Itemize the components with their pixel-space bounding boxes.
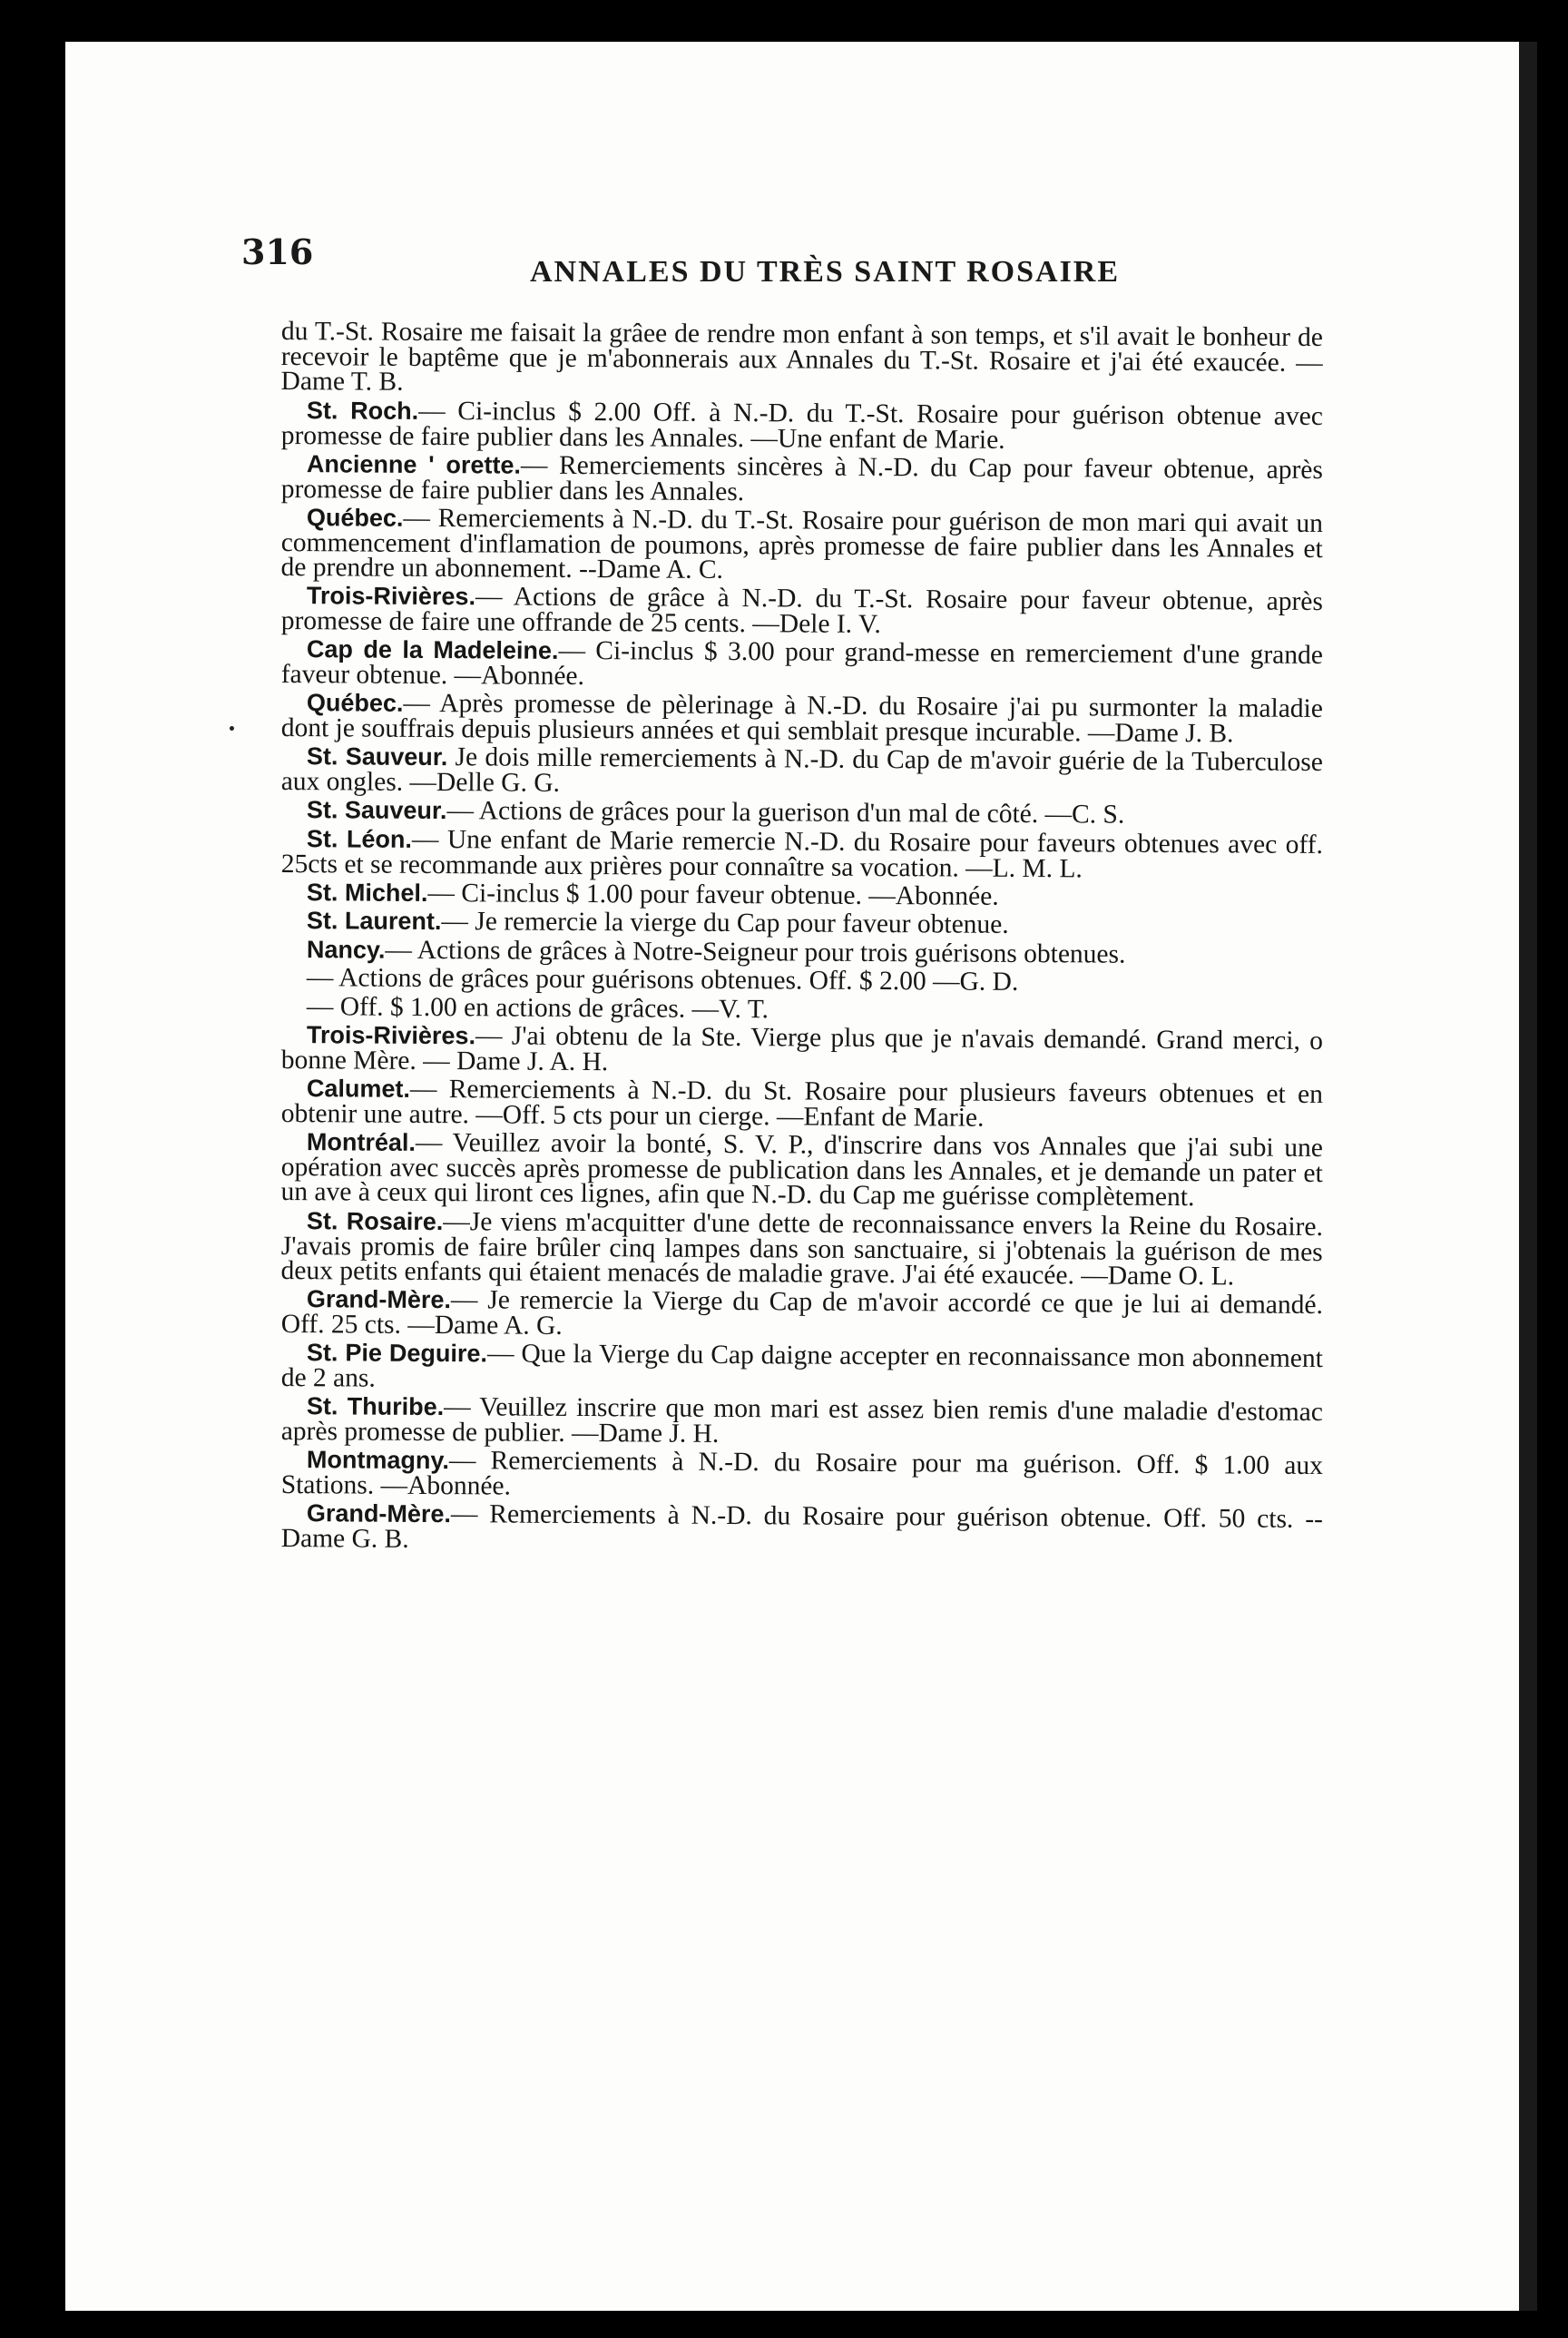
- entry-text: — Remerciements sincères à N.-D. du Cap pour faveur obtenue, après promesse de faire publier dans les Annales.: [280, 450, 1323, 506]
- entry-text: — Remerciements à N.-D. du St. Rosaire pour plusieurs faveurs obtenues et en obtenir une autre. —Off. 5 cts pour un cierge. —Enfant de Marie.: [280, 1074, 1323, 1133]
- entry-text: — Remerciements à N.-D. du Rosaire pour guérison obtenue. Off. 50 cts. --Dame G. B.: [280, 1499, 1323, 1554]
- entry: [281, 1394, 1323, 1450]
- page-number: 316: [241, 231, 314, 272]
- entry-text: — Actions de grâces pour guérisons obtenues. Off. $ 2.00 —G. D.: [306, 963, 1019, 997]
- entry-text: —Je viens m'acquitter d'une dette de reconnaissance envers la Reine du Rosaire. J'avais promis de faire brûler cinq lampes dans son sanctuaire, si j'obtenais la guérison de mes deux petits enfants qui étaient menacés de maladie grave. J'ai été exaucée. —Dame O. L.: [280, 1206, 1324, 1291]
- entry-place: Grand-Mère.: [306, 1499, 452, 1528]
- entry-text: — Remerciements à N.-D. du T.-St. Rosaire pour guérison de mon mari qui avait un commencement d'inflamation de poumons, après promesse de faire publier dans les Annales et de prendre un abonnement. --Dame A. C.: [280, 503, 1323, 584]
- entry-place: Montmagny.: [306, 1446, 450, 1475]
- entry-text: — Après promesse de pèlerinage à N.-D. du Rosaire j'ai pu surmonter la maladie dont je souffrais depuis plusieurs années et qui semblait presque incurable. —Dame J. B.: [280, 688, 1323, 748]
- entry-text: — Veuillez inscrire que mon mari est assez bien remis d'une maladie d'estomac après promesse de publier. —Dame J. H.: [280, 1392, 1323, 1449]
- entry-place: Québec.: [306, 689, 404, 717]
- entry: [281, 1448, 1323, 1504]
- entry-place: Ancienne ' orette.: [306, 449, 521, 479]
- running-title: ANNALES DU TRÈS SAINT ROSAIRE: [530, 255, 1121, 289]
- entry-place: St. Thuribe.: [306, 1392, 445, 1421]
- entry: [281, 1023, 1323, 1079]
- stray-ink-mark: [230, 726, 234, 731]
- entry-place: Grand-Mère.: [306, 1285, 452, 1314]
- entry: [280, 449, 1323, 508]
- body-text: [281, 319, 1323, 1555]
- entry-place: St. Rosaire.: [306, 1206, 444, 1235]
- entry-text: — Je remercie la vierge du Cap pour faveur obtenue.: [441, 907, 1009, 939]
- entry: [281, 1287, 1323, 1343]
- entry: [281, 584, 1323, 640]
- entry: [280, 824, 1324, 883]
- entry-text: — Actions de grâces pour la guerison d'un mal de côté. —C. S.: [446, 796, 1125, 830]
- entry-text: — Remerciements à N.-D. du Rosaire pour ma guérison. Off. $ 1.00 aux Stations. —Abonnée.: [280, 1446, 1323, 1501]
- entry: [280, 503, 1323, 587]
- entry-text: — Actions de grâce à N.-D. du T.-St. Rosaire pour faveur obtenue, après promesse de faire une offrande de 25 cents. —Dele I. V.: [280, 582, 1323, 639]
- entry-place: Trois-Rivières.: [306, 582, 476, 611]
- entry-place: St. Léon.: [306, 824, 413, 853]
- entry-place: Montréal.: [306, 1128, 416, 1156]
- entry-place: St. Laurent.: [306, 907, 442, 936]
- entry-place: Nancy.: [306, 935, 386, 964]
- entry: [281, 398, 1323, 455]
- entry-text: — Que la Vierge du Cap daigne accepter en reconnaissance mon abonnement de 2 ans.: [280, 1339, 1323, 1393]
- entry-text: — J'ai obtenu de la Ste. Vierge plus que je n'avais demandé. Grand merci, o bonne Mère. — Dame J. A. H.: [280, 1021, 1323, 1076]
- page-edge-shadow: [1519, 42, 1537, 2311]
- entry-text: — Ci-inclus $ 2.00 Off. à N.-D. du T.-St. Rosaire pour guérison obtenue avec promesse de faire publier dans les Annales. —Une enfant de Marie.: [280, 396, 1323, 454]
- entry-text: — Je remercie la Vierge du Cap de m'avoir accordé ce que je lui ai demandé. Off. 25 cts. —Dame A. G.: [280, 1285, 1323, 1341]
- entry: [281, 1076, 1323, 1133]
- entry: [281, 1341, 1323, 1397]
- entry-text: — Ci-inclus $ 1.00 pour faveur obtenue. —Abonnée.: [427, 878, 999, 911]
- entry-text: — Off. $ 1.00 en actions de grâces. —V. T.: [306, 991, 769, 1024]
- entry-text: — Une enfant de Marie remercie N.-D. du Rosaire pour faveurs obtenues avec off. 25cts et se recommande aux prières pour connaître sa vocation. —L. M. L.: [280, 824, 1324, 883]
- entry: [280, 1127, 1323, 1213]
- entry: [281, 744, 1323, 801]
- entry-place: Trois-Rivières.: [306, 1021, 476, 1050]
- entry: [280, 1206, 1324, 1291]
- entry-place: St. Sauveur.: [306, 796, 447, 825]
- entry-place: St. Sauveur.: [306, 742, 448, 771]
- entry-text: — Veuillez avoir la bonté, S. V. P., d'inscrire dans vos Annales que j'ai subi une opération avec succès après promesse de publication dans les Annales, et je demande un pater et un ave à ceux qui liront ces lignes, afin que N.-D. du Cap me guérisse complètement.: [280, 1127, 1323, 1213]
- entry-place: St. Pie Deguire.: [306, 1339, 488, 1368]
- entry: [281, 880, 1323, 912]
- entry-place: Calumet.: [306, 1075, 411, 1103]
- entry-place: Québec.: [306, 503, 404, 532]
- entry: [281, 637, 1323, 693]
- entry: [280, 688, 1323, 748]
- entry-text: Je dois mille remerciements à N.-D. du Cap de m'avoir guérie de la Tuberculose aux ongles. —Delle G. G.: [280, 742, 1323, 798]
- entry-place: Cap de la Madeleine.: [306, 635, 559, 664]
- page-header: [241, 231, 1330, 289]
- entry-continuation: [280, 319, 1322, 401]
- entry: [281, 1501, 1323, 1557]
- entry-place: St. Roch.: [306, 396, 419, 425]
- entry: [281, 991, 1323, 1027]
- entry-place: St. Michel.: [306, 878, 428, 907]
- entry-text: — Actions de grâces à Notre-Seigneur pour trois guérisons obtenues.: [385, 935, 1126, 969]
- entry-text: — Ci-inclus $ 3.00 pour grand-messe en remerciement d'une grande faveur obtenue. —Abonnée.: [280, 635, 1324, 691]
- entry-text: du T.-St. Rosaire me faisait la grâee de rendre mon enfant à son temps, et s'il avait le bonheur de recevoir le baptême que je m'abonnerais aux Annales du T.-St. Rosaire et j'ai été exaucée. —Dame T. B.: [280, 317, 1323, 397]
